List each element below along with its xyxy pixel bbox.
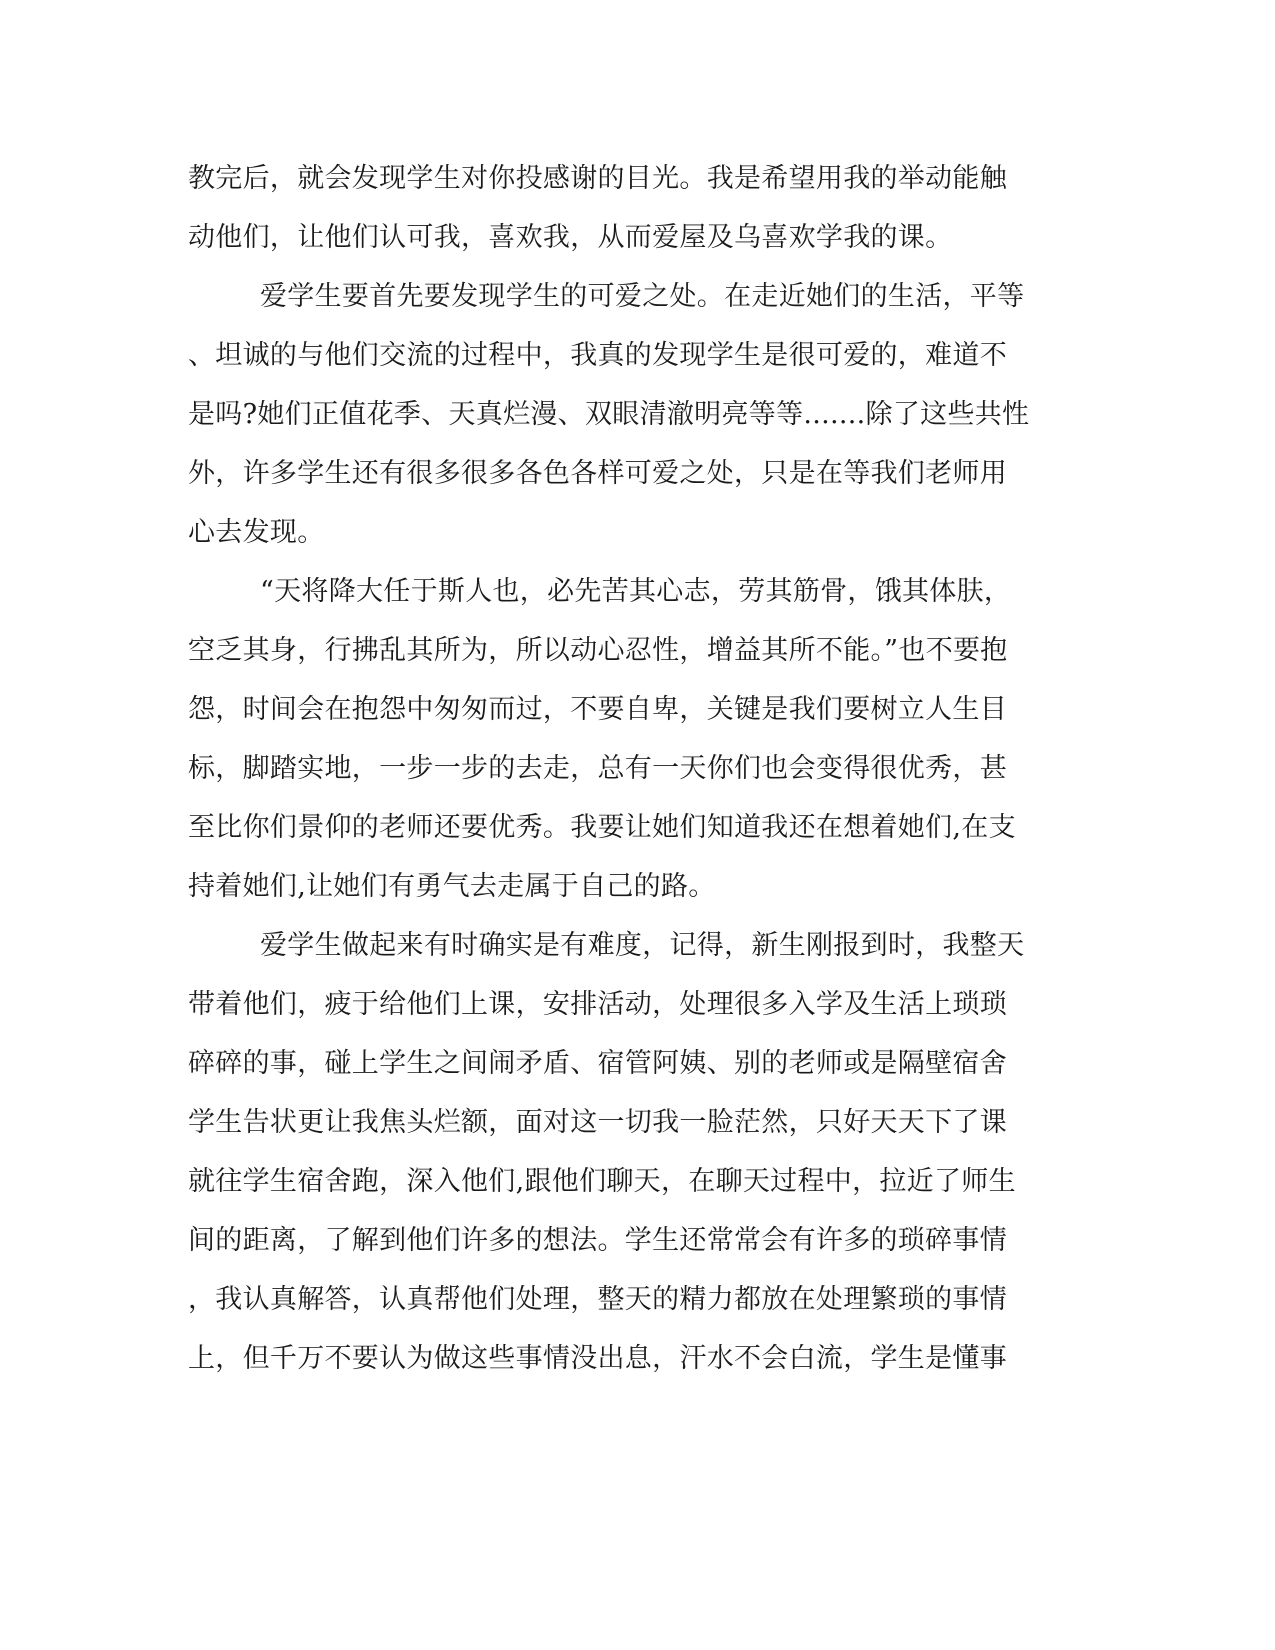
text-line: 间的距离，了解到他们许多的想法。学生还常常会有许多的琐碎事情	[188, 1225, 1007, 1256]
text-line: 就往学生宿舍跑，深入他们,跟他们聊天，在聊天过程中，拉近了师生	[188, 1166, 1016, 1197]
text-line: 、坦诚的与他们交流的过程中，我真的发现学生是很可爱的，难道不	[188, 340, 1007, 371]
paragraph-first-line: “天将降大任于斯人也，必先苦其心志，劳其筋骨，饿其体肤，	[260, 576, 1012, 607]
text-line: 外，许多学生还有很多很多各色各样可爱之处，只是在等我们老师用	[188, 458, 1007, 489]
text-line: 至比你们景仰的老师还要优秀。我要让她们知道我还在想着她们,在支	[188, 812, 1016, 843]
text-line: ，我认真解答，认真帮他们处理，整天的精力都放在处理繁琐的事情	[188, 1284, 1007, 1315]
paragraph-first-line: 爱学生做起来有时确实是有难度，记得，新生刚报到时，我整天	[260, 930, 1025, 961]
text-line: 教完后，就会发现学生对你投感谢的目光。我是希望用我的举动能触	[188, 163, 1007, 194]
text-line: 是吗?她们正值花季、天真烂漫、双眼清澈明亮等等.......除了这些共性	[188, 399, 1030, 430]
text-line: 空乏其身，行拂乱其所为，所以动心忍性，增益其所不能。”也不要抱	[188, 635, 1008, 666]
text-line: 怨，时间会在抱怨中匆匆而过，不要自卑，关键是我们要树立人生目	[188, 694, 1007, 725]
text-line: 碎碎的事，碰上学生之间闹矛盾、宿管阿姨、别的老师或是隔壁宿舍	[188, 1048, 1007, 1079]
text-line: 上，但千万不要认为做这些事情没出息，汗水不会白流，学生是懂事	[188, 1343, 1007, 1374]
paragraph-first-line: 爱学生要首先要发现学生的可爱之处。在走近她们的生活，平等	[260, 281, 1025, 312]
text-line: 标，脚踏实地，一步一步的去走，总有一天你们也会变得很优秀，甚	[188, 753, 1007, 784]
text-line: 学生告状更让我焦头烂额，面对这一切我一脸茫然，只好天天下了课	[188, 1107, 1007, 1138]
text-line: 持着她们,让她们有勇气去走属于自己的路。	[188, 871, 716, 902]
text-line: 带着他们，疲于给他们上课，安排活动，处理很多入学及生活上琐琐	[188, 989, 1007, 1020]
text-line: 心去发现。	[188, 517, 325, 548]
text-line: 动他们，让他们认可我，喜欢我，从而爱屋及乌喜欢学我的课。	[188, 222, 953, 253]
